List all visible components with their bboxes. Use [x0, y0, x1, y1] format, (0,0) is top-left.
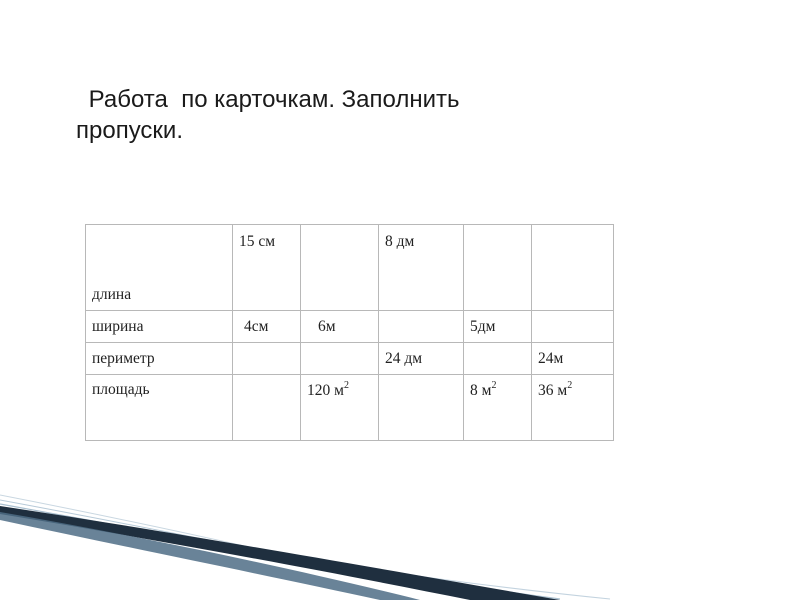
cell-superscript: 2 [343, 380, 349, 391]
table-cell[interactable] [379, 225, 464, 311]
cell-superscript: 2 [491, 380, 497, 391]
table-cell[interactable] [233, 311, 301, 343]
cell-value: 24 дм [385, 350, 423, 368]
table-row-width [86, 311, 614, 343]
table-cell[interactable] [464, 375, 532, 441]
row-label-width: ширина [86, 311, 233, 343]
title-line-1: Работа по карточкам. Заполнить [82, 86, 460, 113]
table-cell[interactable] [233, 225, 301, 311]
table-row-area [86, 375, 614, 441]
cell-value: 5дм [470, 318, 496, 336]
table-cell[interactable] [301, 343, 379, 375]
slide-decoration-swoosh [0, 490, 800, 600]
decor-dark-stroke [0, 506, 560, 600]
table-cell[interactable] [532, 375, 614, 441]
table-cell[interactable] [379, 343, 464, 375]
row-label-area: площадь [86, 375, 233, 441]
row-label-perimeter: периметр [86, 343, 233, 375]
cell-superscript: 2 [567, 380, 573, 391]
cell-value: 6м [318, 318, 336, 336]
row-label-length: длина [86, 225, 233, 311]
table-cell[interactable] [301, 311, 379, 343]
cell-value: 15 см [239, 233, 276, 251]
table-cell[interactable] [532, 343, 614, 375]
table-row-length [86, 225, 614, 311]
cell-value: 4см [244, 318, 269, 336]
table-row-perimeter [86, 343, 614, 375]
table-cell[interactable] [233, 375, 301, 441]
title-line-2: пропуски. [76, 117, 183, 144]
table-cell[interactable] [532, 225, 614, 311]
cell-value: 24м [538, 350, 564, 368]
decor-mid-stroke [0, 512, 420, 600]
cell-value: 120 м [307, 382, 344, 400]
table-cell[interactable] [379, 311, 464, 343]
cell-value: 8 дм [385, 233, 415, 251]
table-cell[interactable] [464, 311, 532, 343]
table-cell[interactable] [464, 225, 532, 311]
table-cell[interactable] [532, 311, 614, 343]
table-cell[interactable] [301, 375, 379, 441]
table-cell[interactable] [379, 375, 464, 441]
table-cell[interactable] [464, 343, 532, 375]
cell-value: 36 м [538, 382, 568, 400]
card-table [85, 224, 614, 441]
slide-title [76, 84, 596, 146]
table-cell[interactable] [233, 343, 301, 375]
cell-value: 8 м [470, 382, 492, 400]
table-cell[interactable] [301, 225, 379, 311]
